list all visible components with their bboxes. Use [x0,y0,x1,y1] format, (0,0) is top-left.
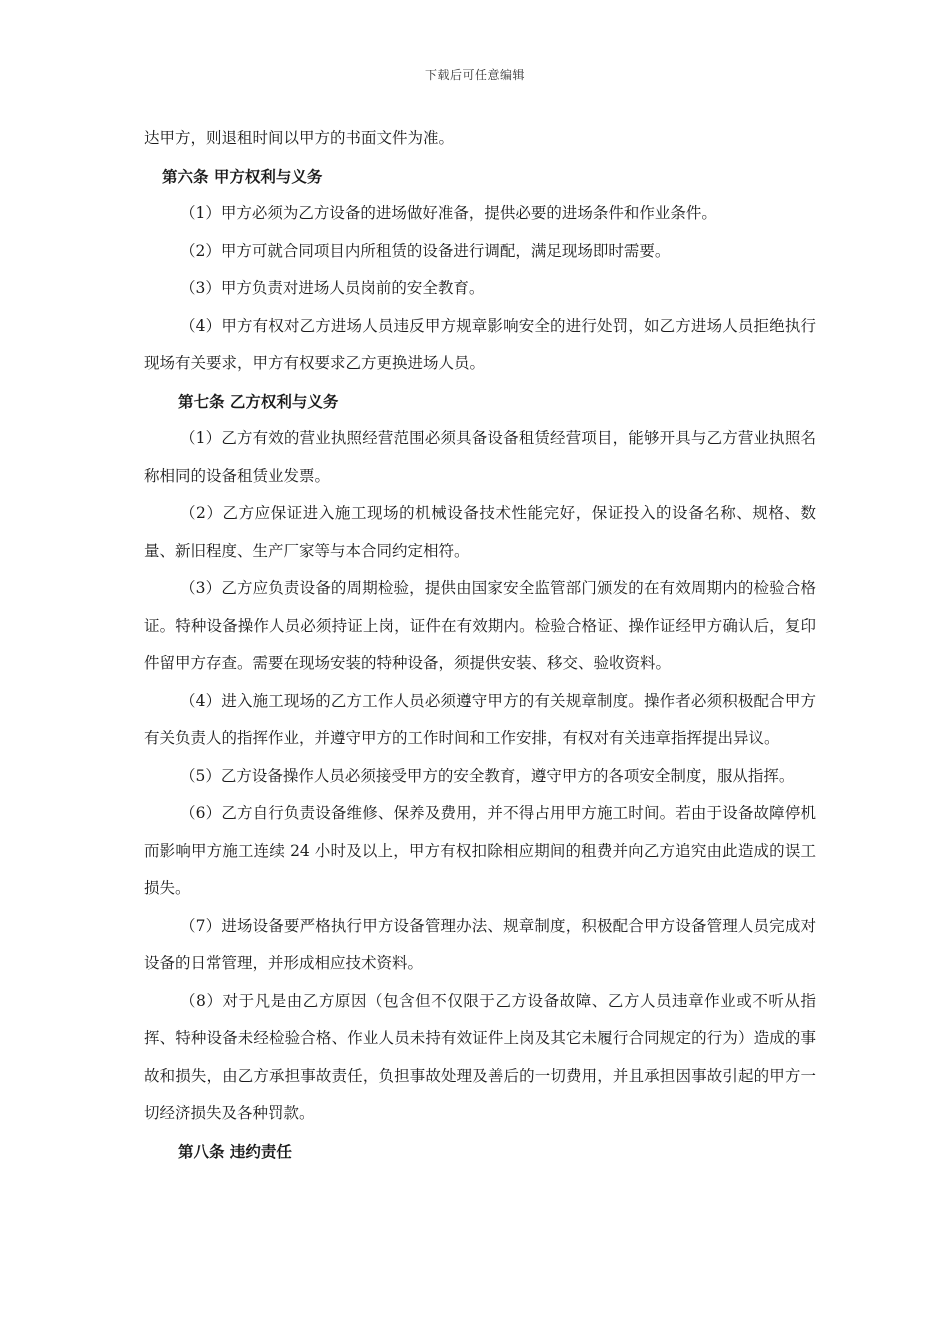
document-body [144,120,816,1170]
paragraph: （2）甲方可就合同项目内所租赁的设备进行调配，满足现场即时需要。 [180,241,671,260]
paragraph: （4）甲方有权对乙方进场人员违反甲方规章影响安全的进行处罚，如乙方进场人员拒绝执行现场有关要求，甲方有权要求乙方更换进场人员。 [144,316,816,372]
paragraph: （7）进场设备要严格执行甲方设备管理办法、规章制度，积极配合甲方设备管理人员完成对设备的日常管理，并形成相应技术资料。 [144,916,816,972]
paragraph: （1）甲方必须为乙方设备的进场做好准备，提供必要的进场条件和作业条件。 [180,204,717,222]
paragraph: 达甲方，则退租时间以甲方的书面文件为准。 [144,129,455,147]
page-header: 下载后可任意编辑 [424,68,525,82]
paragraph: （2）乙方应保证进入施工现场的机械设备技术性能完好，保证投入的设备名称、规格、数量、新旧程度、生产厂家等与本合同约定相符。 [144,504,816,560]
paragraph: （5）乙方设备操作人员必须接受甲方的安全教育，遵守甲方的各项安全制度，服从指挥。 [180,766,795,785]
paragraph: （6）乙方自行负责设备维修、保养及费用，并不得占用甲方施工时间。若由于设备故障停机而影响甲方施工连续 24 小时及以上，甲方有权扣除相应期间的租费并向乙方追究由此造成的误工损失。 [144,804,816,897]
article-6-heading: 第六条 甲方权利与义务 [162,166,323,186]
paragraph: （3）甲方负责对进场人员岗前的安全教育。 [180,279,485,297]
article-7-heading: 第七条 乙方权利与义务 [178,391,339,411]
paragraph: （4）进入施工现场的乙方工作人员必须遵守甲方的有关规章制度。操作者必须积极配合甲方有关负责人的指挥作业，并遵守甲方的工作时间和工作安排，有权对有关违章指挥提出异议。 [144,691,816,747]
article-8-heading: 第八条 违约责任 [178,1141,292,1161]
paragraph: （8）对于凡是由乙方原因（包含但不仅限于乙方设备故障、乙方人员违章作业或不听从指挥、特种设备未经检验合格、作业人员未持有效证件上岗及其它未履行合同规定的行为）造成的事故和损失，由乙方承担事故责任，负担事故处理及善后的一切费用，并且承担因事故引起的甲方一切经济损失及各种罚款。 [144,991,816,1122]
paragraph: （3）乙方应负责设备的周期检验，提供由国家安全监管部门颁发的在有效周期内的检验合格证。特种设备操作人员必须持证上岗，证件在有效期内。检验合格证、操作证经甲方确认后，复印件留甲方存查。需要在现场安装的特种设备，须提供安装、移交、验收资料。 [144,579,816,672]
paragraph: （1）乙方有效的营业执照经营范围必须具备设备租赁经营项目，能够开具与乙方营业执照名称相同的设备租赁业发票。 [144,429,816,485]
